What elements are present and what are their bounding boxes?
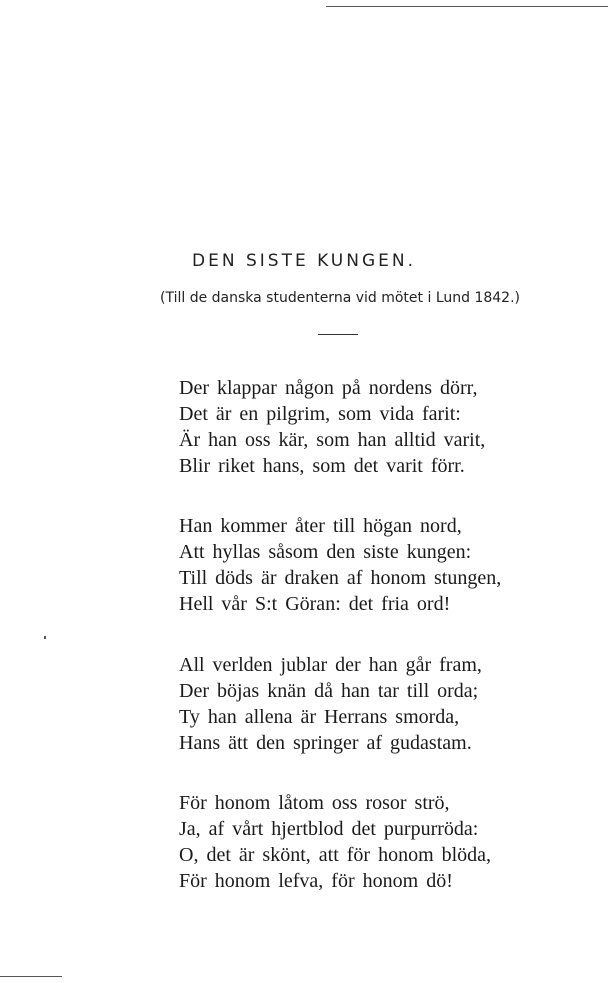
verse-line: Det är en pilgrim, som vida farit:	[179, 403, 461, 425]
verse-line: Hans ätt den springer af gudastam.	[179, 732, 472, 754]
title-divider	[318, 334, 358, 335]
verse-line: Ja, af vårt hjertblod det purpurröda:	[179, 818, 479, 840]
verse-line: Der klappar någon på nordens dörr,	[179, 377, 478, 399]
verse-line: Han kommer åter till högan nord,	[179, 515, 462, 537]
poem-title: DEN SISTE KUNGEN.	[192, 251, 416, 271]
verse-line: Blir riket hans, som det varit förr.	[179, 455, 465, 477]
stanza	[179, 375, 539, 479]
verse-line: Är han oss kär, som han alltid varit,	[179, 429, 486, 451]
stanza	[179, 513, 539, 617]
verse-line: För honom lefva, för honom dö!	[179, 870, 453, 892]
verse-line: O, det är skönt, att för honom blöda,	[179, 844, 492, 866]
verse-line: All verlden jublar der han går fram,	[179, 654, 482, 676]
verse-line: Hell vår S:t Göran: det fria ord!	[179, 593, 451, 615]
verse-line: Ty han allena är Herrans smorda,	[179, 706, 460, 728]
verse-line: Att hyllas såsom den siste kungen:	[179, 541, 472, 563]
verse-line: För honom låtom oss rosor strö,	[179, 792, 450, 814]
verse-line: Till döds är draken af honom stungen,	[179, 567, 502, 589]
stanza	[179, 790, 539, 894]
stanza	[179, 652, 539, 756]
top-rule	[326, 6, 608, 7]
poem-subtitle: (Till de danska studenterna vid mötet i Lund 1842.)	[160, 290, 520, 306]
bottom-rule	[0, 976, 62, 977]
stray-mark	[44, 636, 46, 639]
verse-line: Der böjas knän då han tar till orda;	[179, 680, 479, 702]
